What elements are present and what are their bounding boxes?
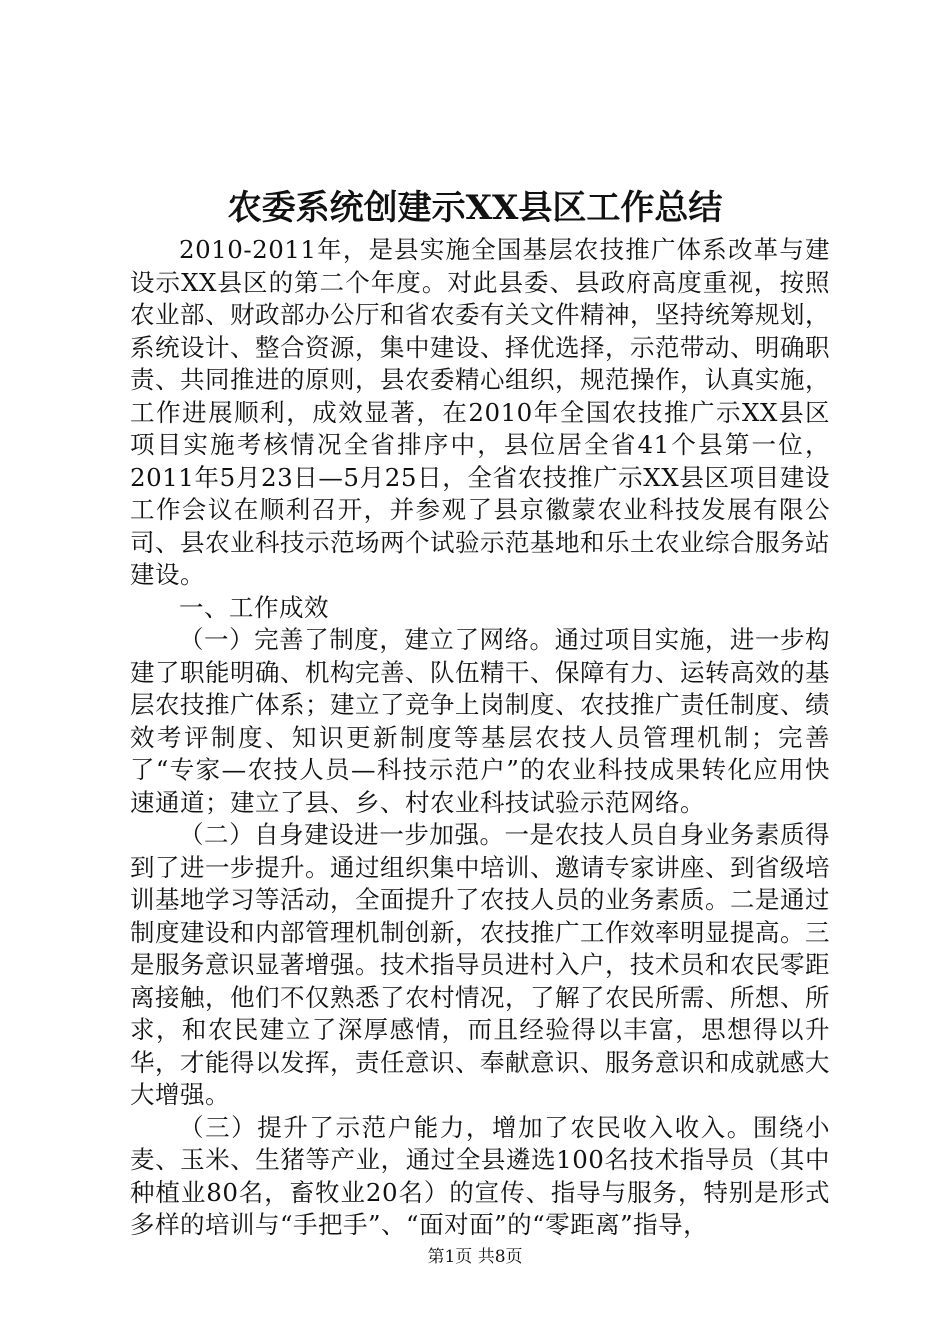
document-title: 农委系统创建示XX县区工作总结 [227, 188, 723, 228]
page-footer: 第1页 共8页 [427, 1247, 523, 1267]
paragraph-point-3: （三）提升了示范户能力，增加了农民收入收入。围绕小麦、玉米、生猪等产业，通过全县遴选100名技术指导员（其中种植业80名，畜牧业20名）的宣传、指导与服务，特别是形式多样的培训与“手把手”、“面对面”的“零距离”指导， [130, 1112, 830, 1239]
section-heading-achievements: 一、工作成效 [179, 592, 329, 622]
paragraph-point-2: （二）自身建设进一步加强。一是农技人员自身业务素质得到了进一步提升。通过组织集中培训、邀请专家讲座、到省级培训基地学习等活动，全面提升了农技人员的业务素质。二是通过制度建设和内部管理机制创新，农技推广工作效率明显提高。三是服务意识显著增强。技术指导员进村入户，技术员和农民零距离接触，他们不仅熟悉了农村情况，了解了农民所需、所想、所求，和农民建立了深厚感情，而且经验得以丰富，思想得以升华，才能得以发挥，责任意识、奉献意识、服务意识和成就感大大增强。 [130, 820, 830, 1109]
paragraph-intro: 2010-2011年，是县实施全国基层农技推广体系改革与建设示XX县区的第二个年度。对此县委、县政府高度重视，按照农业部、财政部办公厅和省农委有关文件精神，坚持统筹规划，系统设计、整合资源，集中建设、择优选择，示范带动、明确职责、共同推进的原则，县农委精心组织，规范操作，认真实施，工作进展顺利，成效显著，在2010年全国农技推广示XX县区项目实施考核情况全省排序中，县位居全省41个县第一位，2011年5月23日—5月25日，全省农技推广示XX县区项目建设工作会议在顺利召开，并参观了县京徽蒙农业科技发展有限公司、县农业科技示范场两个试验示范基地和乐土农业综合服务站建设。 [130, 235, 830, 589]
paragraph-point-1: （一）完善了制度，建立了网络。通过项目实施，进一步构建了职能明确、机构完善、队伍精干、保障有力、运转高效的基层农技推广体系；建立了竞争上岗制度、农技推广责任制度、绩效考评制度、知识更新制度等基层农技人员管理机制；完善了“专家—农技人员—科技示范户”的农业科技成果转化应用快速通道；建立了县、乡、村农业科技试验示范网络。 [130, 625, 830, 817]
document-body [130, 234, 830, 1242]
